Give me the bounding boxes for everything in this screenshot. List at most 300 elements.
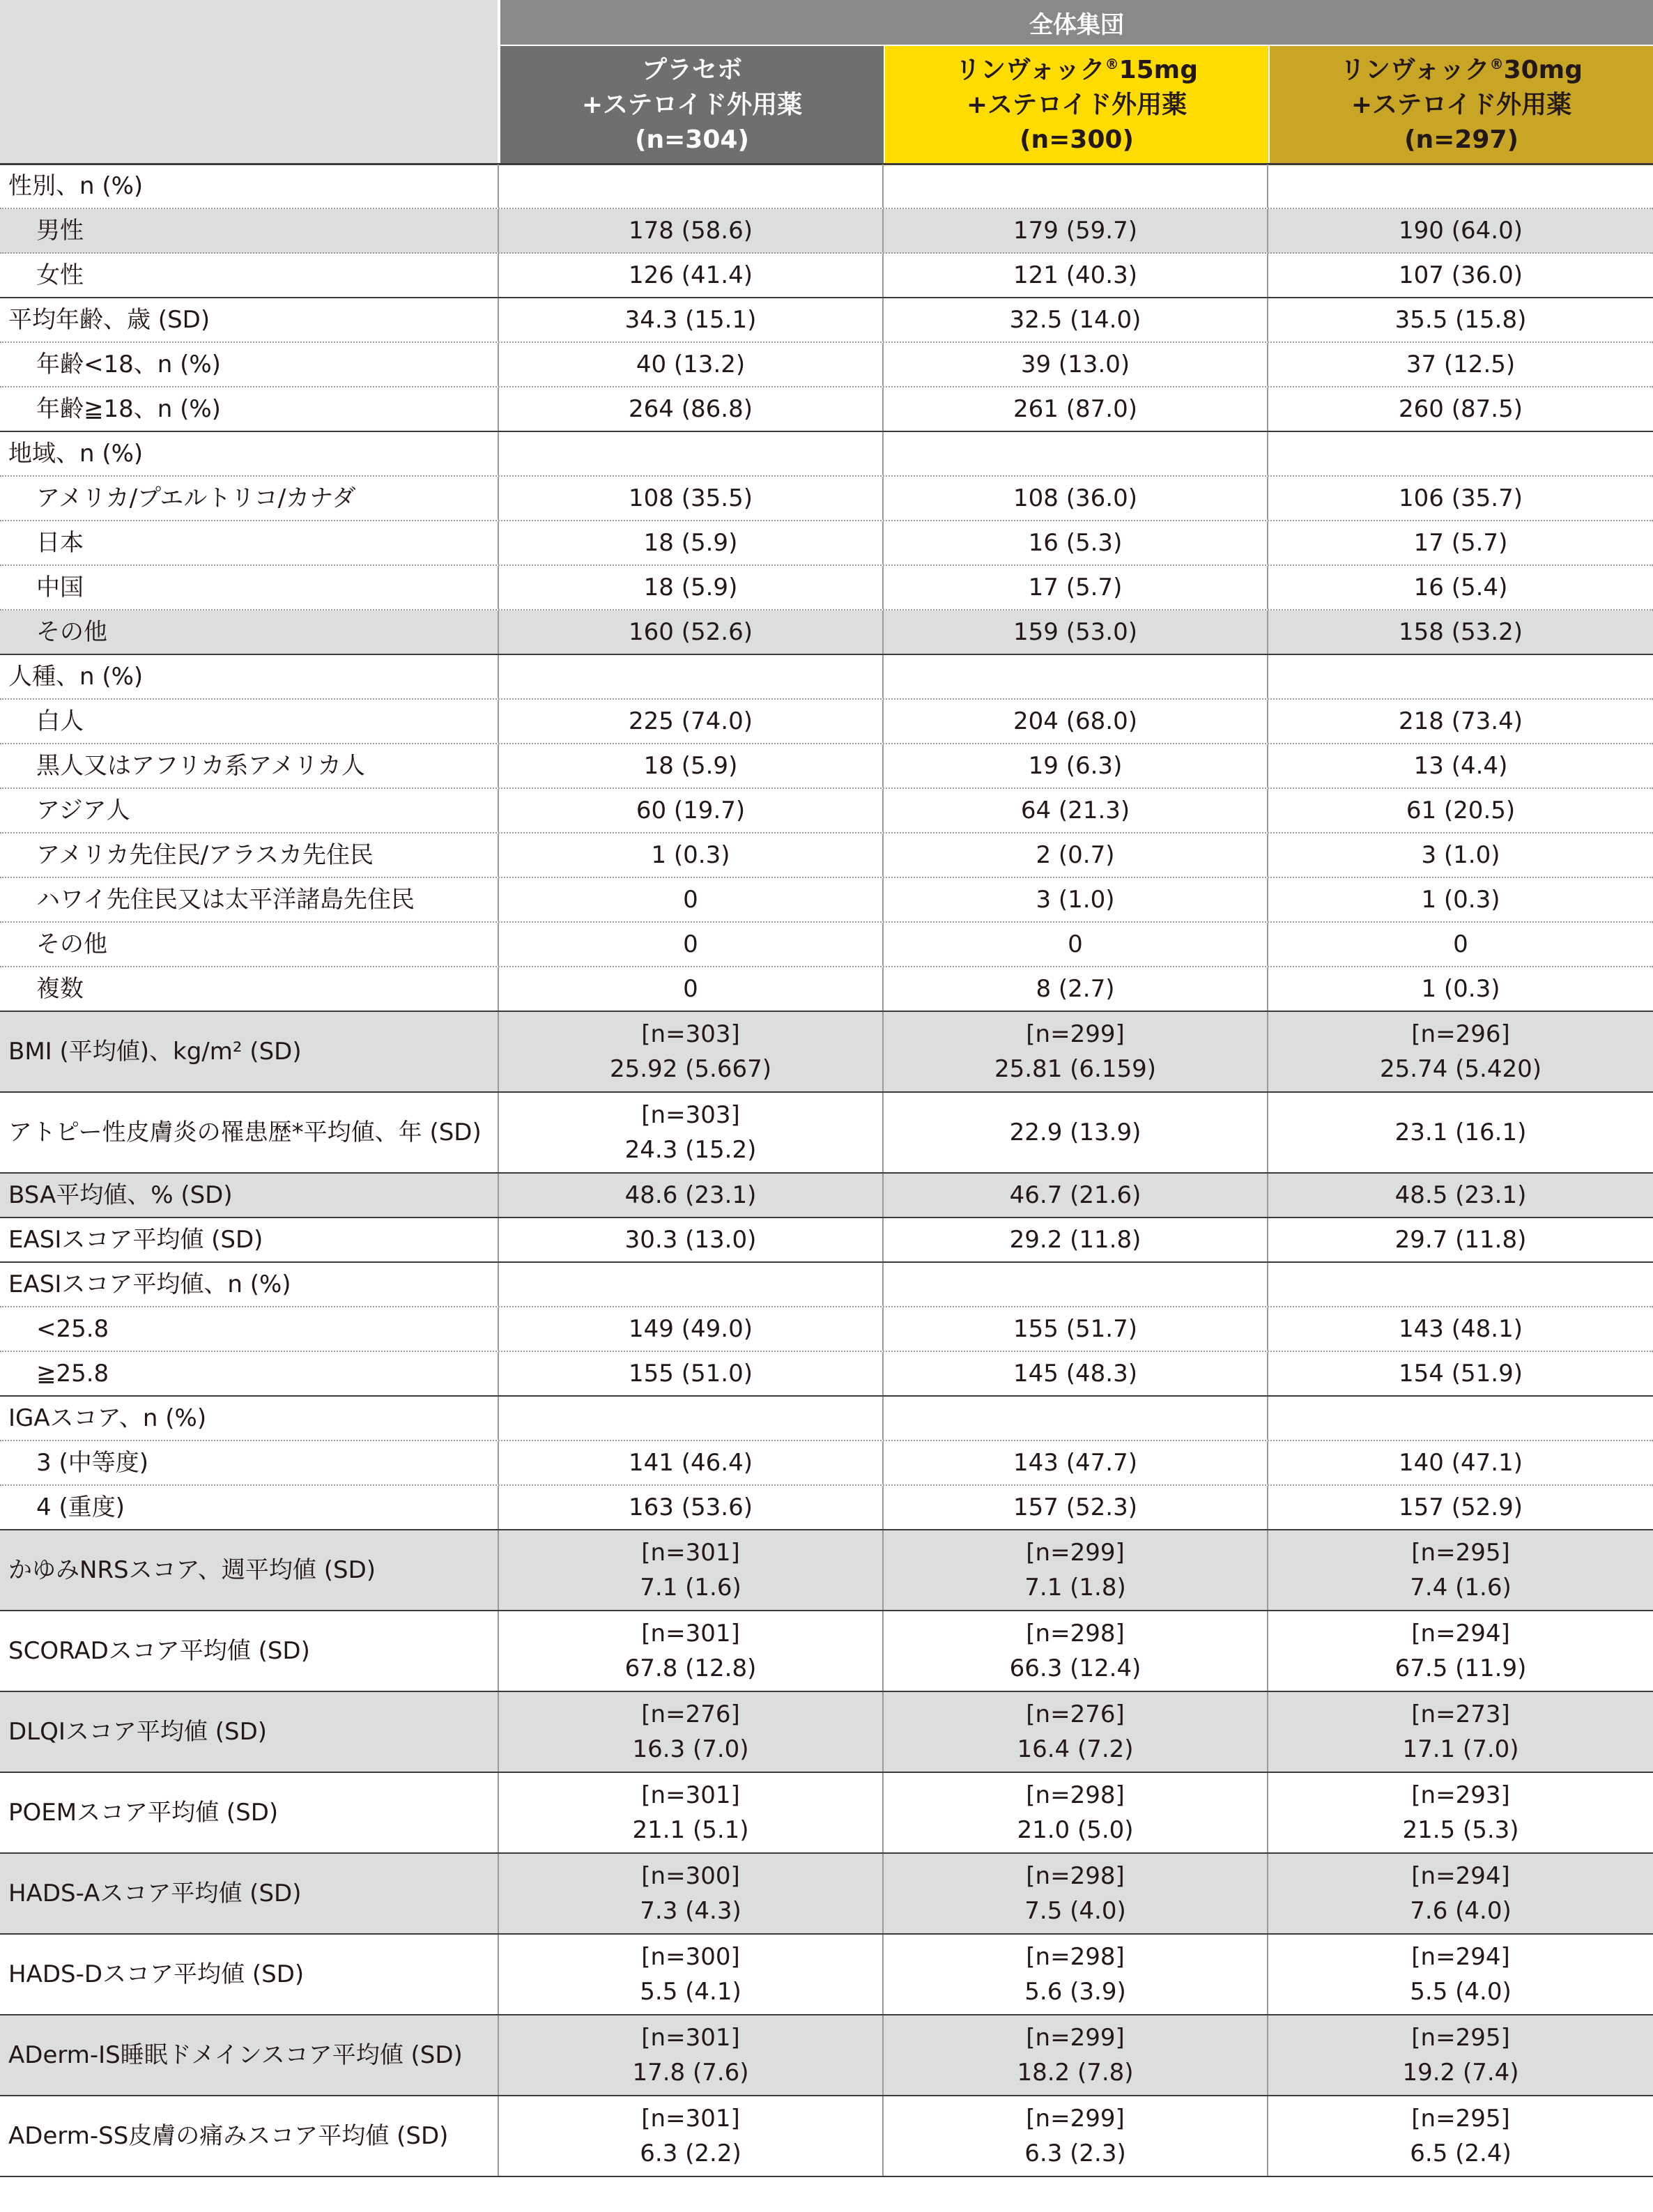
value-text: 6.3 (2.3) [1024,2140,1126,2167]
value-cell [884,1773,1268,1852]
table-row [0,387,1653,432]
value-cell [1268,834,1653,877]
value-text: 7.1 (1.8) [1024,1574,1126,1602]
table-row [0,1093,1653,1174]
value-cell [884,1174,1268,1217]
row-label: 黒人又はアフリカ系アメリカ人 [0,744,499,788]
row-label: 平均年齢、歳 (SD) [0,298,499,341]
value-cell [499,1935,884,2014]
row-label: HADS-Dスコア平均値 (SD) [0,1935,499,2014]
value-cell [499,878,884,921]
value-cell [884,432,1268,475]
value-text: 19 (6.3) [1028,752,1123,780]
value-text: 17 (5.7) [1028,574,1123,601]
row-label: アジア人 [0,789,499,832]
value-text: [n=294] [1411,1943,1510,1971]
value-text: 21.5 (5.3) [1402,1816,1519,1844]
value-cell [1268,700,1653,743]
value-cell [884,1352,1268,1395]
value-cell [884,700,1268,743]
value-text: 178 (58.6) [629,217,753,245]
value-cell [1268,2015,1653,2095]
value-text: 7.3 (4.3) [640,1897,741,1925]
table-body [0,164,1653,2177]
value-text: [n=273] [1411,1700,1510,1728]
value-cell [1268,254,1653,297]
value-text: 218 (73.4) [1399,707,1523,735]
value-text: 35.5 (15.8) [1394,306,1527,334]
value-text: 145 (48.3) [1013,1360,1137,1388]
table-row [0,1530,1653,1611]
row-label: BSA平均値、% (SD) [0,1174,499,1217]
value-text: 24.3 (15.2) [624,1136,757,1164]
value-cell [499,834,884,877]
value-cell [884,878,1268,921]
value-cell [1268,789,1653,832]
value-text: [n=301] [641,2105,740,2133]
table-row [0,789,1653,834]
value-text: 126 (41.4) [629,261,753,289]
value-cell [884,298,1268,341]
value-cell [884,1263,1268,1306]
value-text: [n=298] [1026,1620,1125,1648]
row-label: POEMスコア平均値 (SD) [0,1773,499,1852]
value-cell [1268,1441,1653,1484]
value-cell [1268,298,1653,341]
value-text: 108 (35.5) [629,484,753,512]
value-text: [n=299] [1026,1020,1125,1048]
row-label: アトピー性皮膚炎の罹患歴*平均値、年 (SD) [0,1093,499,1172]
table-row [0,1692,1653,1773]
table-row [0,432,1653,477]
row-label: 白人 [0,700,499,743]
value-text: 3 (1.0) [1421,841,1500,869]
value-cell [884,1530,1268,1610]
value-cell [1268,1352,1653,1395]
value-text: 25.92 (5.667) [609,1055,771,1083]
row-label: その他 [0,923,499,966]
value-text: 2 (0.7) [1036,841,1115,869]
value-text: 61 (20.5) [1406,797,1516,824]
value-text: 1 (0.3) [1421,975,1500,1003]
table-row [0,1486,1653,1530]
value-text: 6.3 (2.2) [640,2140,741,2167]
row-label: アメリカ/プエルトリコ/カナダ [0,477,499,520]
value-text: [n=303] [641,1020,740,1048]
value-cell [1268,1935,1653,2014]
value-text: 29.2 (11.8) [1009,1226,1141,1254]
value-cell [884,655,1268,698]
value-text: 16 (5.3) [1028,529,1123,557]
value-text: 7.6 (4.0) [1410,1897,1512,1925]
value-text: 149 (49.0) [629,1315,753,1343]
table-row [0,1773,1653,1854]
value-text: 0 [683,930,698,958]
value-text: [n=294] [1411,1862,1510,1890]
value-cell [499,1174,884,1217]
table-row [0,1352,1653,1397]
value-text: 155 (51.7) [1013,1315,1137,1343]
value-cell [884,1012,1268,1091]
row-label: SCORADスコア平均値 (SD) [0,1611,499,1691]
value-cell [499,1530,884,1610]
arm-n: (n=297) [1404,125,1519,154]
row-label: ハワイ先住民又は太平洋諸島先住民 [0,878,499,921]
value-cell [1268,655,1653,698]
value-cell [499,343,884,386]
value-cell [499,1486,884,1529]
value-cell [499,700,884,743]
arm-treatment: +ステロイド外用薬 [966,91,1187,119]
value-text: 225 (74.0) [629,707,753,735]
value-cell [499,1352,884,1395]
value-cell [884,566,1268,609]
value-text: 48.5 (23.1) [1394,1181,1527,1209]
value-cell [499,298,884,341]
value-text: 0 [683,975,698,1003]
value-text: 48.6 (23.1) [624,1181,757,1209]
value-text: 5.6 (3.9) [1024,1978,1126,2006]
value-cell [884,1441,1268,1484]
value-cell [884,1218,1268,1261]
value-cell [499,432,884,475]
value-text: [n=296] [1411,1020,1510,1048]
value-text: 7.1 (1.6) [640,1574,741,1602]
value-cell [1268,566,1653,609]
value-text: 67.5 (11.9) [1394,1654,1527,1682]
value-text: 25.74 (5.420) [1379,1055,1541,1083]
header-blank-cell [0,0,499,164]
value-cell [499,2096,884,2176]
value-cell [884,387,1268,431]
value-cell [884,967,1268,1011]
value-text: [n=301] [641,1539,740,1567]
table-row [0,209,1653,254]
value-text: 0 [683,886,698,914]
value-cell [499,923,884,966]
table-row [0,1218,1653,1263]
value-text: [n=298] [1026,1862,1125,1890]
value-text: 5.5 (4.1) [640,1978,741,2006]
value-text: 16.4 (7.2) [1017,1735,1134,1763]
arm-n: (n=304) [635,125,749,154]
value-text: 157 (52.9) [1399,1493,1523,1521]
value-text: 7.4 (1.6) [1410,1574,1512,1602]
table-row [0,1174,1653,1218]
value-cell [499,744,884,788]
value-cell [499,477,884,520]
value-text: 121 (40.3) [1013,261,1137,289]
row-label: 年齢≧18、n (%) [0,387,499,431]
value-cell [884,1486,1268,1529]
value-text: 60 (19.7) [636,797,746,824]
value-cell [499,1263,884,1306]
value-cell [1268,387,1653,431]
value-text: 159 (53.0) [1013,618,1137,646]
row-label: BMI (平均値)、kg/m² (SD) [0,1012,499,1091]
value-cell [499,967,884,1011]
table-row [0,1611,1653,1692]
value-cell [884,1854,1268,1933]
value-cell [499,1441,884,1484]
value-text: 107 (36.0) [1399,261,1523,289]
value-cell [884,1307,1268,1351]
value-text: [n=299] [1026,2024,1125,2052]
value-text: 143 (47.7) [1013,1449,1137,1477]
value-cell [499,1307,884,1351]
row-label: EASIスコア平均値 (SD) [0,1218,499,1261]
value-cell [884,164,1268,208]
value-text: 18 (5.9) [643,529,738,557]
value-text: 21.0 (5.0) [1017,1816,1134,1844]
arm-n: (n=300) [1020,125,1134,154]
value-cell [499,387,884,431]
value-text: 30.3 (13.0) [624,1226,757,1254]
value-text: [n=303] [641,1101,740,1129]
row-label: <25.8 [0,1307,499,1351]
value-text: 0 [1453,930,1468,958]
row-label: 性別、n (%) [0,164,499,208]
value-cell [499,655,884,698]
value-cell [884,744,1268,788]
value-text: 66.3 (12.4) [1009,1654,1141,1682]
value-cell [1268,1486,1653,1529]
value-text: 22.9 (13.9) [1009,1119,1141,1146]
row-label: 3 (中等度) [0,1441,499,1484]
table-row [0,744,1653,789]
row-label: ADerm-IS睡眠ドメインスコア平均値 (SD) [0,2015,499,2095]
value-cell [1268,1397,1653,1440]
value-text: 140 (47.1) [1399,1449,1523,1477]
value-text: 190 (64.0) [1399,217,1523,245]
value-text: [n=295] [1411,2105,1510,2133]
table-row [0,1397,1653,1441]
value-text: 18 (5.9) [643,752,738,780]
arm-name: リンヴォック®15mg [955,56,1198,84]
table-row [0,655,1653,700]
table-row [0,1012,1653,1093]
table-row [0,254,1653,298]
value-text: 106 (35.7) [1399,484,1523,512]
row-label: 男性 [0,209,499,252]
value-text: 29.7 (11.8) [1394,1226,1527,1254]
value-text: 158 (53.2) [1399,618,1523,646]
value-cell [1268,1307,1653,1351]
value-text: 143 (48.1) [1399,1315,1523,1343]
arm-header-30mg [1270,46,1653,164]
table-row [0,700,1653,744]
value-text: 46.7 (21.6) [1009,1181,1141,1209]
value-cell [884,1692,1268,1772]
value-cell [1268,1692,1653,1772]
value-text: 108 (36.0) [1013,484,1137,512]
value-text: [n=301] [641,1620,740,1648]
value-text: 67.8 (12.8) [624,1654,757,1682]
value-text: 155 (51.0) [629,1360,753,1388]
value-text: [n=298] [1026,1943,1125,1971]
table-row [0,298,1653,343]
registered-mark: ® [1105,56,1119,72]
value-text: [n=276] [1026,1700,1125,1728]
value-cell [499,164,884,208]
value-text: 34.3 (15.1) [624,306,757,334]
value-text: 18 (5.9) [643,574,738,601]
value-cell [499,521,884,564]
value-cell [499,1397,884,1440]
value-cell [1268,744,1653,788]
value-cell [499,1692,884,1772]
value-cell [499,610,884,654]
arm-header-placebo [500,46,884,164]
value-cell [884,834,1268,877]
value-text: 261 (87.0) [1013,395,1137,423]
value-text: [n=276] [641,1700,740,1728]
value-cell [1268,432,1653,475]
value-text: 0 [1068,930,1083,958]
group-header: 全体集団 [500,0,1653,45]
value-cell [1268,2096,1653,2176]
value-cell [499,1854,884,1933]
value-text: 179 (59.7) [1013,217,1137,245]
value-cell [499,254,884,297]
table-row [0,1854,1653,1935]
value-cell [884,343,1268,386]
value-text: 1 (0.3) [651,841,730,869]
row-label: 地域、n (%) [0,432,499,475]
value-text: 6.5 (2.4) [1410,2140,1512,2167]
value-cell [1268,923,1653,966]
row-label: DLQIスコア平均値 (SD) [0,1692,499,1772]
row-label: EASIスコア平均値、n (%) [0,1263,499,1306]
value-cell [1268,1854,1653,1933]
value-cell [884,254,1268,297]
row-label: HADS-Aスコア平均値 (SD) [0,1854,499,1933]
value-text: 5.5 (4.0) [1410,1978,1512,2006]
value-text: 23.1 (16.1) [1394,1119,1527,1146]
table-row [0,1935,1653,2015]
value-cell [1268,164,1653,208]
table-row [0,1263,1653,1307]
value-cell [1268,1093,1653,1172]
value-text: [n=295] [1411,2024,1510,2052]
row-label: 中国 [0,566,499,609]
value-text: 7.5 (4.0) [1024,1897,1126,1925]
value-text: 3 (1.0) [1036,886,1115,914]
row-label: かゆみNRSスコア、週平均値 (SD) [0,1530,499,1610]
value-text: 157 (52.3) [1013,1493,1137,1521]
value-cell [1268,1218,1653,1261]
value-text: 64 (21.3) [1020,797,1130,824]
value-cell [499,789,884,832]
value-text: 17.1 (7.0) [1402,1735,1519,1763]
value-cell [884,477,1268,520]
row-label: 4 (重度) [0,1486,499,1529]
value-cell [1268,1174,1653,1217]
value-text: 163 (53.6) [629,1493,753,1521]
value-cell [499,1012,884,1091]
value-text: 18.2 (7.8) [1017,2059,1134,2087]
row-label: アメリカ先住民/アラスカ先住民 [0,834,499,877]
row-label: 女性 [0,254,499,297]
arm-treatment: +ステロイド外用薬 [1351,91,1572,119]
value-text: 17.8 (7.6) [632,2059,749,2087]
value-text: [n=301] [641,1781,740,1809]
value-text: 25.81 (6.159) [994,1055,1156,1083]
value-text: 16 (5.4) [1413,574,1508,601]
value-text: 13 (4.4) [1413,752,1508,780]
value-cell [884,1397,1268,1440]
value-text: 37 (12.5) [1406,351,1516,378]
value-text: [n=298] [1026,1781,1125,1809]
value-cell [1268,610,1653,654]
value-cell [884,610,1268,654]
row-label: 人種、n (%) [0,655,499,698]
value-text: [n=300] [641,1943,740,1971]
value-cell [1268,477,1653,520]
row-label: IGAスコア、n (%) [0,1397,499,1440]
value-text: 19.2 (7.4) [1402,2059,1519,2087]
value-cell [884,2096,1268,2176]
value-text: 8 (2.7) [1036,975,1115,1003]
value-text: [n=299] [1026,1539,1125,1567]
value-text: 160 (52.6) [629,618,753,646]
value-text: 260 (87.5) [1399,395,1523,423]
value-text: [n=293] [1411,1781,1510,1809]
registered-mark: ® [1489,56,1504,72]
arm-treatment: +ステロイド外用薬 [581,91,803,119]
value-cell [884,789,1268,832]
value-text: 40 (13.2) [636,351,746,378]
table-row [0,2096,1653,2177]
table-row [0,967,1653,1012]
table-row [0,923,1653,967]
value-cell [884,521,1268,564]
value-cell [499,566,884,609]
value-cell [499,1218,884,1261]
table-row [0,610,1653,655]
table-row [0,164,1653,209]
value-cell [1268,1263,1653,1306]
row-label: その他 [0,610,499,654]
value-cell [1268,521,1653,564]
value-cell [499,1611,884,1691]
row-label: 日本 [0,521,499,564]
value-text: 264 (86.8) [629,395,753,423]
table-row [0,878,1653,923]
value-text: 16.3 (7.0) [632,1735,749,1763]
row-label: 年齢<18、n (%) [0,343,499,386]
arm-name: プラセボ [641,56,742,84]
arm-name: リンヴォック®30mg [1340,56,1583,84]
table-row [0,2015,1653,2096]
value-text: [n=299] [1026,2105,1125,2133]
value-cell [1268,1773,1653,1852]
table-row [0,1441,1653,1486]
table-row [0,1307,1653,1352]
value-text: 17 (5.7) [1413,529,1508,557]
value-text: 32.5 (14.0) [1009,306,1141,334]
value-cell [1268,1012,1653,1091]
row-label: 複数 [0,967,499,1011]
row-label: ≧25.8 [0,1352,499,1395]
table-row [0,521,1653,566]
table-row [0,834,1653,878]
value-cell [499,209,884,252]
value-text: 21.1 (5.1) [632,1816,749,1844]
value-cell [1268,1530,1653,1610]
arm-header-15mg [885,46,1268,164]
row-label: ADerm-SS皮膚の痛みスコア平均値 (SD) [0,2096,499,2176]
